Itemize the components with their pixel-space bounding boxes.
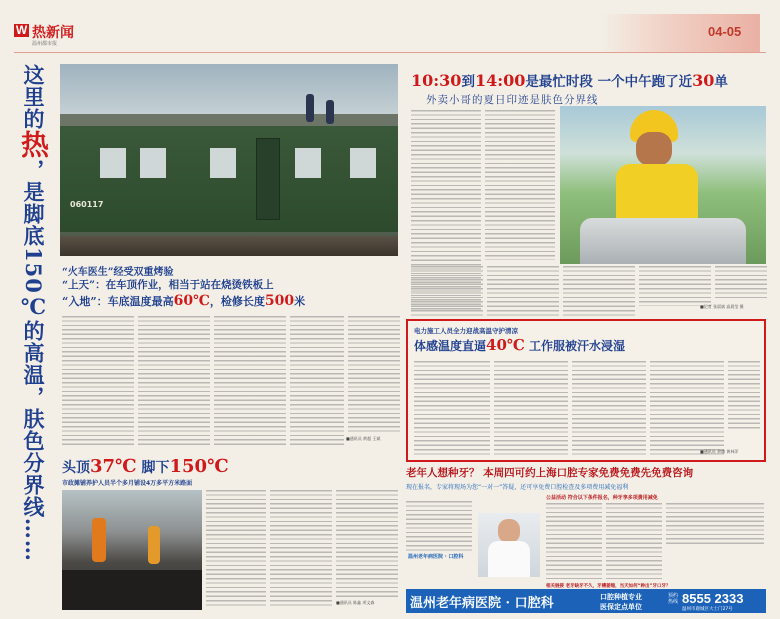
delivery-order-count: 30 (692, 71, 715, 90)
fire-doctor-line2-unit: 米 (294, 295, 306, 308)
road-headline-pre: 头顶 (62, 460, 90, 476)
hospital-name: 温州老年病医院 · 口腔科 (410, 596, 554, 611)
train-window (350, 148, 376, 178)
fire-doctor-line2-mid: ，检修长度 (209, 295, 265, 308)
delivery-subheadline: 外卖小哥的夏日印迹是肤色分界线 (426, 94, 599, 106)
road-temp-head: 37℃ (90, 456, 137, 477)
delivery-headline-mid2: 是最忙时段 一个中午跑了近 (525, 74, 693, 90)
train-roof (60, 114, 398, 126)
delivery-byline: ■记者 张晨斌 高晨莹 摄 (700, 304, 744, 309)
scooter-body (580, 218, 746, 264)
doctor-head (498, 519, 520, 543)
fire-doctor-subtitle: “火车医生”经受双重烤验 (62, 267, 174, 278)
power-body-col4 (650, 361, 724, 457)
hotline-number: 8555 2333 (682, 591, 744, 606)
delivery-body-col5 (563, 266, 635, 316)
ad-section2-title: 温州老年病医院 · 口腔科 (408, 554, 464, 560)
road-body-col3 (336, 490, 398, 598)
fire-doctor-body-col1 (62, 316, 134, 448)
power-body-col1 (414, 361, 490, 457)
train-window (210, 148, 236, 178)
ad-section (406, 465, 766, 615)
power-headline (414, 336, 625, 354)
fire-doctor-length: 500 (264, 293, 295, 309)
fire-doctor-line2-pre: “入地”：车底温度最高 (62, 295, 174, 308)
fire-doctor-body-col4 (290, 316, 344, 448)
fire-doctor-line1: “上天”：在车顶作业，相当于站在烧烫铁板上 (62, 279, 274, 291)
road-byline: ■通讯员 陈鑫 项文森 (336, 600, 375, 605)
vertical-headline (17, 64, 50, 562)
delivery-time-end: 14:00 (474, 71, 526, 90)
road-body-col1 (206, 490, 266, 608)
worker-figure (148, 526, 160, 564)
worker-figure (306, 94, 314, 122)
header-rule (14, 52, 766, 53)
power-body-col3 (572, 361, 646, 457)
road-temp-foot: 150℃ (169, 456, 229, 477)
delivery-body-col6 (639, 266, 711, 306)
power-body-col5 (728, 361, 760, 431)
doctor-coat (488, 541, 530, 577)
paper-name: 温州都市报 (32, 41, 58, 47)
delivery-headline-end: 单 (714, 74, 728, 90)
fire-doctor-temp: 60℃ (173, 293, 210, 309)
delivery-time-start: 10:30 (411, 71, 462, 90)
logo-icon: W (15, 23, 28, 37)
power-headline-pre: 体感温度直逼 (414, 339, 487, 353)
doctor-photo (478, 513, 540, 577)
worker-figure (326, 100, 334, 124)
train-door (256, 138, 280, 220)
road-photo (62, 490, 202, 610)
vertical-headline-part1: 这里的 (21, 64, 46, 130)
train-window (100, 148, 126, 178)
hospital-address: 温州市鹿城区大士门27号 (682, 607, 733, 612)
rail-track (60, 236, 398, 256)
delivery-headline (411, 70, 728, 90)
power-temp: 40℃ (486, 336, 525, 354)
vertical-headline-hot: 热 (17, 130, 50, 159)
road-headline-mid: 脚下 (136, 460, 170, 476)
delivery-body-col3 (411, 266, 483, 316)
power-headline-end: 工作服被汗水浸湿 (524, 339, 626, 353)
courier-jacket (616, 164, 698, 226)
power-kicker: 电力施工人员全力迎战高温守护清凉 (414, 327, 518, 335)
power-article-box (406, 319, 766, 462)
train-number: 060117 (70, 200, 104, 209)
delivery-headline-mid1: 到 (461, 74, 475, 90)
ad-body-col4 (666, 503, 764, 545)
courier-face (636, 132, 672, 166)
page-number: 04-05 (708, 24, 742, 39)
delivery-photo (560, 106, 766, 264)
vertical-headline-part2: ，是脚底150℃的高温，肤色分界线…… (21, 159, 46, 562)
fire-doctor-line2 (62, 293, 305, 309)
ad-body-col3 (606, 503, 662, 581)
power-byline: ■通讯员 余庸 黄林萍 (700, 449, 739, 454)
train-window (295, 148, 321, 178)
ad-body-col2 (546, 503, 602, 581)
masthead (0, 0, 780, 62)
ad-body-col1 (406, 501, 472, 551)
fire-doctor-byline: ■通讯员 黄超 王斌 (346, 436, 381, 441)
section-title: 热新闻 (32, 25, 74, 41)
slogan-line2: 医保定点单位 (600, 603, 642, 611)
slogan-line1: 口腔种植专业 (600, 593, 642, 601)
ad-subheadline: 现在报名，专家将现场为您“一对一”答疑，还可享免费口腔检查及多项费用减免福利 (406, 484, 629, 491)
ad-section1-title: 公益活动 符合以下条件报名，种牙享多项费用减免 (546, 495, 658, 501)
asphalt-surface (62, 570, 202, 610)
fire-doctor-body-col2 (138, 316, 210, 448)
delivery-body-col7 (715, 266, 767, 298)
ad-section3-title: 相关链接 老牙缺牙不久，牙槽萎缩，当天如何“种出”牙口牙？ (546, 584, 671, 589)
road-subheadline: 市政摊铺养护人员半个多月铺设4万多平方米路面 (62, 480, 193, 487)
train-photo (60, 64, 398, 256)
road-headline (62, 456, 229, 477)
worker-figure (92, 518, 106, 562)
train-window (140, 148, 166, 178)
fire-doctor-body-col5 (348, 316, 400, 434)
power-body-col2 (494, 361, 568, 457)
fire-doctor-body-col3 (214, 316, 286, 448)
delivery-body-col2 (485, 110, 555, 260)
delivery-body-col4 (487, 266, 559, 316)
hotline-label: 预约热线 (668, 593, 679, 605)
ad-headline: 老年人想种牙？ 本周四可约上海口腔专家免费免费先免费咨询 (406, 467, 694, 479)
road-body-col2 (270, 490, 332, 608)
